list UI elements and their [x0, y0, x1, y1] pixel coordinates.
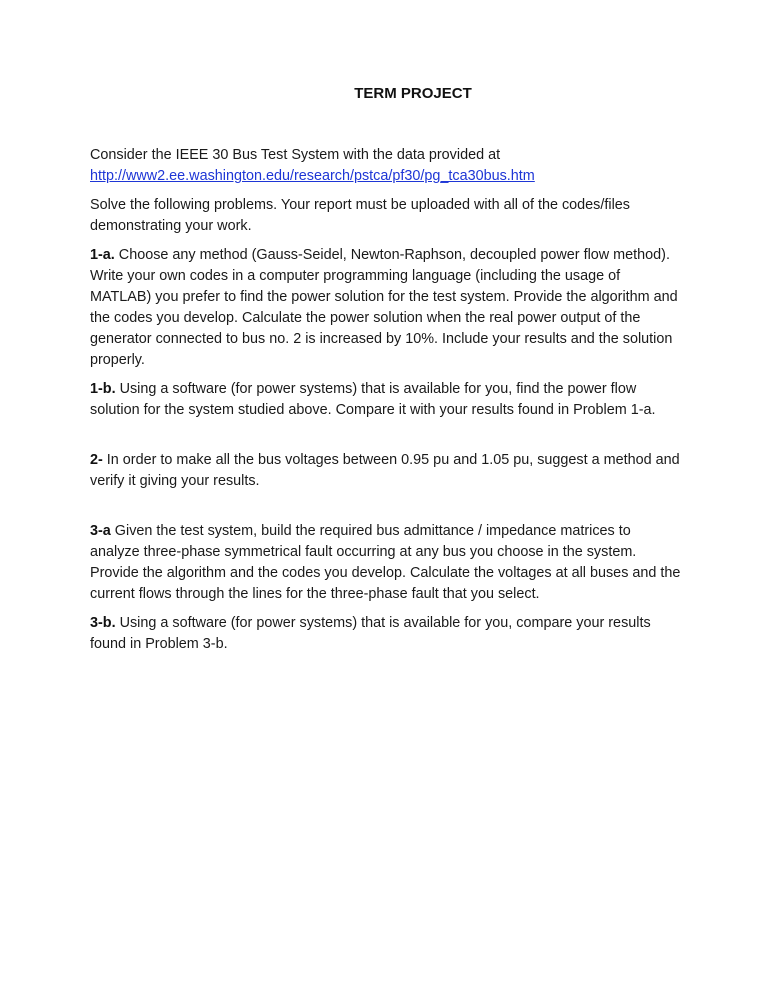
problem-3a-text: Given the test system, build the required bus admittance / impedance matrices to analyze three-phase symmetrical fault occurring at any bus you choose in the system. Provide the algorithm and the codes you develop. Calculate the voltages at all buses and the current flows through the lines for the three-phase fault that you select. [90, 523, 681, 602]
problem-3b-label: 3-b. [90, 615, 116, 631]
problem-1b-text: Using a software (for power systems) that is available for you, find the power flow solution for the system studied above. Compare it with your results found in Problem 1-a. [90, 381, 656, 418]
problem-3b-paragraph [90, 613, 684, 655]
intro-text: Consider the IEEE 30 Bus Test System with the data provided at [90, 147, 501, 163]
problem-1a-text: Choose any method (Gauss-Seidel, Newton-Raphson, decoupled power flow method). Write your own codes in a computer programming language (including the usage of MATLAB) you prefer to find the power solution for the test system. Provide the algorithm and the codes you develop. Calculate the power solution when the real power output of the generator connected to bus no. 2 is increased by 10%. Include your results and the solution properly. [90, 247, 678, 368]
problem-2-text: In order to make all the bus voltages between 0.95 pu and 1.05 pu, suggest a method and verify it giving your results. [90, 452, 680, 489]
dataset-hyperlink[interactable]: http://www2.ee.washington.edu/research/pstca/pf30/pg_tca30bus.htm [90, 168, 535, 184]
problem-2-label: 2- [90, 452, 103, 468]
page-title: TERM PROJECT [354, 85, 472, 102]
problem-1a-label: 1-a. [90, 247, 115, 263]
problem-3a-label: 3-a [90, 523, 111, 539]
problem-3a-paragraph [90, 521, 684, 605]
problem-2-paragraph [90, 450, 684, 492]
solve-instructions-paragraph: Solve the following problems. Your report must be uploaded with all of the codes/files demonstrating your work. [90, 197, 630, 234]
problem-1a-paragraph [90, 245, 684, 371]
problem-3b-text: Using a software (for power systems) that is available for you, compare your results found in Problem 3-b. [90, 615, 651, 652]
problem-1b-label: 1-b. [90, 381, 116, 397]
intro-paragraph [90, 145, 684, 187]
problem-1b-paragraph [90, 379, 684, 421]
